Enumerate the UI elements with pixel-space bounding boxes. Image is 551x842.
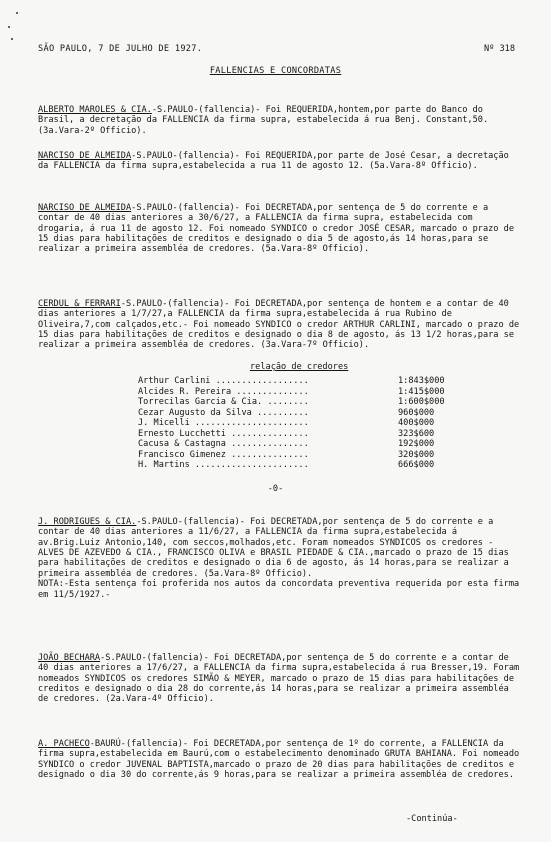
entry-narciso-requerida: [38, 130, 520, 182]
entry-joao-bechara: [38, 632, 525, 715]
entry-j-rodrigues: [38, 496, 520, 610]
entry-text: -S.PAULO-(fallencia)- Foi DECRETADA,por sentença de 5 do corrente e a contar de 40 dias anteriores a 17/6/27, a FALLENCIA da firma supra,estabelecida á rua Bresser,19. Foram nomeados SYNDICOS os credores SIMÃO & MEYER, marcado o prazo de 15 dias para habilitações de creditos e designado o dia 28 do corrente,ás 14 horas,para se realizar a primeira assembléa de credores. (2a.Vara-4º Officio).: [38, 652, 525, 705]
entry-cerdul-ferrari: [38, 278, 525, 361]
creditor-row: [138, 439, 438, 450]
creditor-amount: 960$000: [398, 407, 435, 418]
entry-text: -S.PAULO-(fallencia)- Foi DECRETADA,por sentença de hontem e a contar de 40 dias anteriores a 1/7/27,a FALLENCIA da firma supra,estabelecida á rua Rubino de Oliveira,7,com calçados,etc.- Foi nomeado SYNDICO o credor ARTHUR CARLINI, marcado o prazo de 15 dias para habilitações de creditos e designado o dia 8 de agosto, ás 13 1/2 horas,para se realizar a primeira assembléa de credores. (3a.Vara-7º Officio).: [38, 298, 525, 351]
creditor-amount: 400$000: [398, 418, 435, 428]
entry-narciso-decretada: [38, 182, 520, 265]
entry-name: ALBERTO MAROLES & CIA.: [38, 104, 152, 115]
creditor-amount: 1:415$000: [398, 386, 445, 397]
scan-speck: [11, 38, 13, 40]
document-date: SÃO PAULO, 7 DE JULHO DE 1927.: [38, 44, 203, 54]
scan-speck: [8, 26, 10, 28]
entry-name: CERDUL & FERRARI: [38, 298, 121, 309]
creditor-name: Alcides R. Pereira ..............: [138, 386, 309, 397]
creditor-row: [138, 450, 438, 461]
entry-text: -S.PAULO-(fallencia)- Foi REQUERIDA,hontem,por parte do Banco do Brasil, a decretação da FALLENCIA da firma supra, estabelecida á rua Benj. Constant,50. (3a.Vara-2º Officio).: [38, 104, 494, 136]
section-title: FALLENCIAS E CONCORDATAS: [209, 66, 342, 76]
creditor-name: Cezar Augusto da Silva ..........: [138, 407, 309, 418]
creditor-name: Francisco Gimenez ...............: [138, 449, 309, 460]
creditor-row: [138, 460, 438, 471]
entry-name: JOÃO BECHARA: [38, 652, 101, 663]
creditor-amount: 666$000: [398, 460, 435, 470]
entry-name: NARCISO DE ALMEIDA: [38, 202, 132, 213]
creditor-amount: 192$000: [398, 439, 435, 449]
entry-text: -BAURÚ-(fallencia)- Foi DECRETADA,por sentença de 1º do corrente, a FALLENCIA da firma supra,estabelecida em Baurú,com o estabelecimento denominado GRUTA BAHIANA. Foi nomeado SYNDICO o credor JUVENAL BAPTISTA,marcado o prazo de 20 dias para habilitações de creditos e designado o dia 30 do corrente,ás 9 horas,para se realizar a primeira assembléa de credores.: [38, 738, 525, 781]
entry-text: -S.PAULO-(fallencia)- Foi REQUERIDA,por parte de José Cesar, a decretação da FALLENCIA da firma supra,estabelecida a rua 11 de agosto 12. (5a.Vara-8º Officio).: [38, 150, 515, 172]
creditor-name: H. Martins ......................: [138, 460, 309, 470]
creditor-amount: 320$000: [398, 449, 435, 460]
creditor-name: Ernesto Lucchetti ...............: [138, 428, 309, 439]
creditor-row: [138, 397, 445, 408]
creditor-amount: 1:600$000: [398, 397, 445, 407]
creditors-list: [138, 376, 445, 471]
creditors-separator: -0-: [267, 484, 284, 494]
creditor-row: [138, 376, 445, 387]
creditor-row: [138, 429, 438, 440]
entry-text: -S.PAULO-(fallencia)- Foi DECRETADA,por sentença de 5 do corrente e a contar de 40 dias anteriores a 30/6/27, a FALLENCIA da firma supra, estabelecida com drogaria, á rua 11 de agosto 12. Foi nomeado SYNDICO o credor JOSÉ CESAR, marcado o prazo de 15 dias para habilitações de creditos e designado o dia 5 de agosto,ás 14 horas,para se realizar a primeira assembléa de credores. (5a.Vara-8º Officio).: [38, 202, 520, 255]
creditors-title: relação de credores: [250, 362, 349, 372]
entry-a-pacheco: [38, 718, 525, 791]
creditor-name: Cacusa & Castagna ...............: [138, 439, 309, 449]
creditor-amount: 1:843$000: [398, 376, 445, 386]
creditor-name: J. Micelli ......................: [138, 418, 309, 428]
creditor-row: [138, 386, 445, 398]
entry-name: NARCISO DE ALMEIDA: [38, 150, 132, 161]
document-number: Nº 318: [483, 44, 515, 54]
continua-note: -Continúa-: [406, 814, 458, 824]
document-header: [38, 44, 529, 58]
creditor-amount: 323$600: [398, 428, 435, 439]
creditor-name: Arthur Carlini ..................: [138, 376, 309, 386]
scan-speck: [16, 12, 18, 14]
creditor-row: [138, 408, 438, 419]
creditor-row: [138, 418, 438, 429]
entry-name: A. PACHECO: [38, 738, 90, 749]
entry-name: J. RODRIGUES & CIA.: [38, 516, 137, 527]
entry-text: -S.PAULO-(fallencia)- Foi DECRETADA,por sentença de 5 do corrente e a contar de 40 dias anteriores a 11/6/27, a FALLENCIA da firma supra,estabelecida á av.Brig.Luiz Antonio,140, com seccos,molhados,etc. Foram nomeados SYNDICOS os credores - ALVES DE AZEVEDO & CIA., FRANCISCO OLIVA e BRASIL PIEDADE & CIA.,marcado o prazo de 15 dias para habilitações de creditos e designado o dia 6 de agosto, ás 14 horas,para se realizar a primeira assembléa de credores. (5a.Vara-8º Officio). NOTA:-Esta sentença foi proferida nos autos da concordata preventiva requerida por esta firma em 11/5/1927.-: [38, 516, 520, 600]
creditor-name: Torrecilas Garcia & Cia. ........: [138, 397, 309, 407]
